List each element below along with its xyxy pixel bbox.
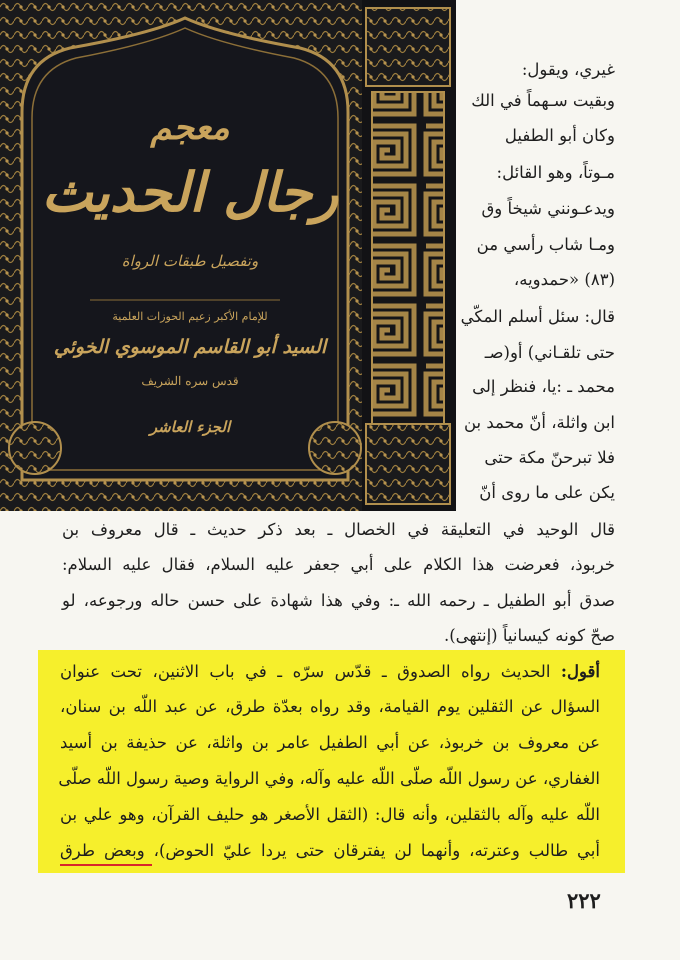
- text-line: قال الوحيد في التعليقة في الخصال ـ بعد ذكر حديث ـ قال معروف بن: [62, 520, 615, 539]
- red-underline: [60, 864, 152, 866]
- lead-word: أقول:: [560, 662, 600, 681]
- text-line: وبقيت سـهماً في الك: [471, 91, 615, 110]
- text-line: ومـا شاب رأسي من: [476, 235, 615, 254]
- text-line: يكن على ما روى أنّ: [479, 483, 615, 502]
- highlighted-paragraph: [38, 650, 625, 873]
- text-line: خربوذ، فعرضت هذا الكلام على أبي جعفر عليه السلام، فقال عليه السلام:: [62, 555, 615, 574]
- first-line-text: الحديث رواه الصدوق ـ قدّس سرّه ـ في باب الاثنين، تحت عنوان: [60, 662, 561, 681]
- text-line: غيري، ويقول:: [521, 60, 615, 79]
- text-line: صدق أبو الطفيل ـ رحمه الله ـ: وفي هذا شهادة على حسن حاله ورجوعه، لو: [62, 591, 615, 610]
- highlight-line: اللّه عليه وآله بالثقلين، وأنه قال: (الثقل الأصغر هو حليف القرآن، وهو علي بن: [60, 805, 600, 824]
- cover-subtitle: وتفصيل طبقات الرواة: [121, 252, 259, 270]
- text-line: محمد ـ :يا، فنظر إلى: [472, 377, 615, 396]
- text-line: قال: سئل أسلم المكّي: [460, 307, 615, 326]
- cover-author-line3: قدس سره الشريف: [141, 374, 239, 388]
- text-line: ابن واثلة، أنّ محمد بن: [463, 413, 615, 432]
- highlight-line: أبي طالب وعترته، وأنهما لن يفترقان حتى يردا عليّ الحوض)، وبعض طرق: [60, 841, 600, 860]
- text-line: مـوتاً، وهو القائل:: [496, 163, 615, 182]
- cover-title-line2: رجال الحديث: [41, 160, 339, 224]
- book-cover-image: [0, 0, 456, 511]
- highlight-line: الغفاري، عن رسول اللّه صلّى اللّه عليه وآله، وفي الرواية وصية رسول اللّه صلّى: [58, 769, 600, 788]
- cover-author-line2: السيد أبو القاسم الموسوي الخوئي: [53, 336, 327, 358]
- page-number: ٢٢٢: [567, 888, 601, 913]
- text-line: (٨٣) «حمدويه،: [513, 270, 615, 289]
- text-line: حتى تلقـاني) أو(صـ: [484, 343, 615, 362]
- cover-volume: الجزء العاشر: [149, 418, 231, 436]
- highlight-line: السؤال عن الثقلين يوم القيامة، وقد رواه بعدّة طرق، عن عبد اللّه بن سنان،: [60, 697, 600, 716]
- cover-title-line1: معجم: [150, 108, 230, 148]
- text-line: ويدعـونني شيخاً وق: [481, 199, 615, 218]
- text-line: فلا تبرحنّ مكة حتى: [484, 448, 615, 467]
- highlight-line: عن معروف بن خربوذ، عن أبي الطفيل عامر بن واثلة، عن حذيفة بن أسيد: [60, 733, 600, 752]
- text-line: وكان أبو الطفيل: [504, 126, 615, 145]
- cover-author-line1: للإمام الأكبر زعيم الحوزات العلمية: [112, 310, 268, 323]
- text-line: صحّ كونه كيسانياً (إنتهى).: [443, 626, 615, 645]
- highlight-first-line: [60, 664, 600, 681]
